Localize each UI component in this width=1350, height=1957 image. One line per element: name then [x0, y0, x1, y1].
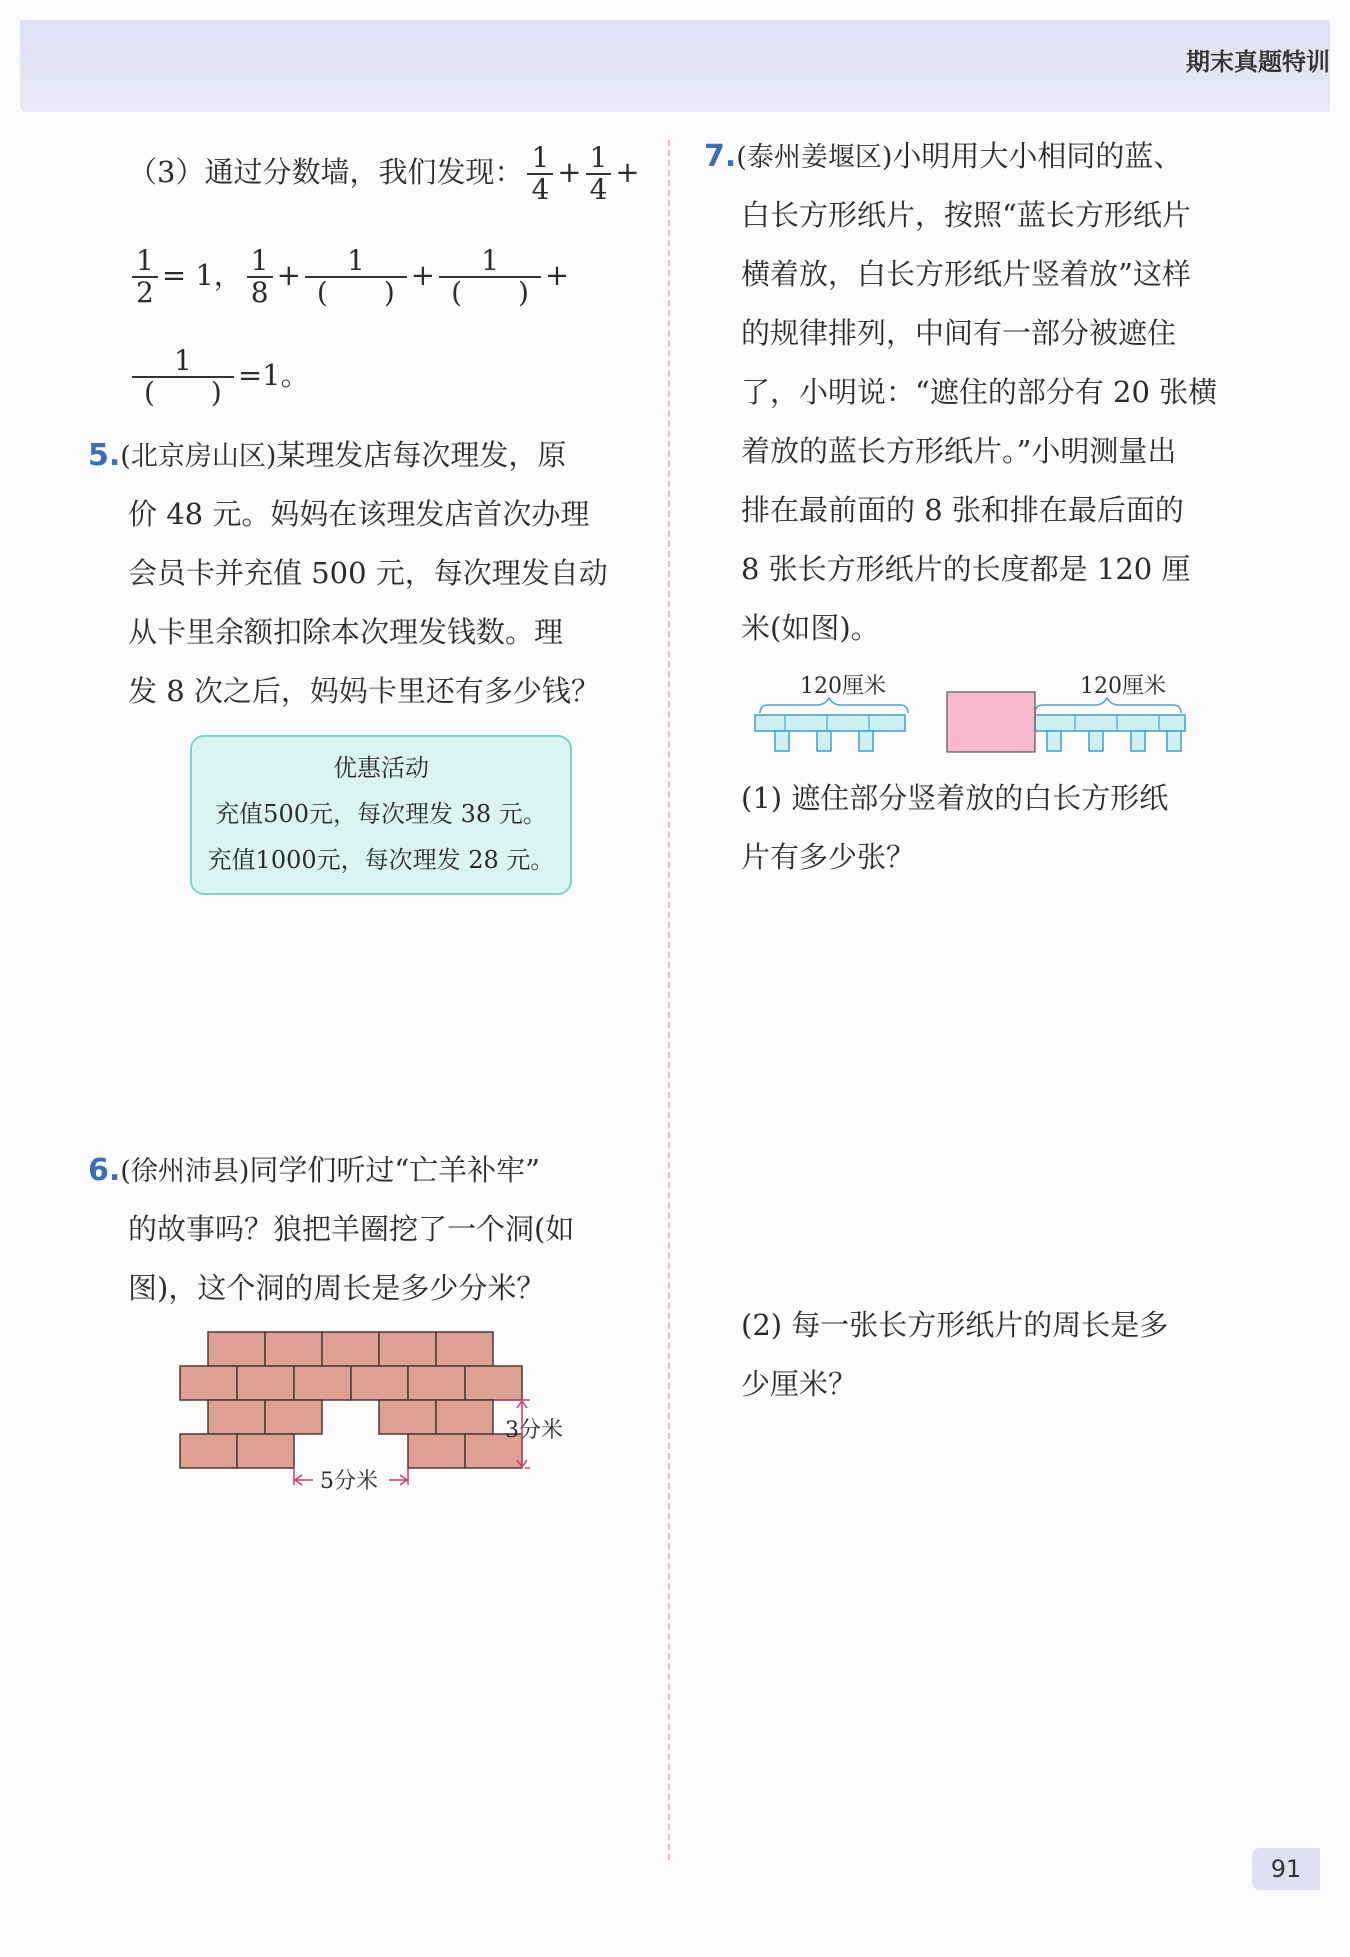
q7-sub1-line1: (1) 遮住部分竖着放的白长方形纸 — [741, 781, 1169, 815]
brick — [180, 1366, 237, 1400]
question-source: (北京房山区) — [120, 441, 277, 472]
q4-part3-line1: （3）通过分数墙，我们发现： $\frac{1}{4}$ + $\frac{1}{4}$ + — [128, 141, 640, 206]
brick — [208, 1400, 265, 1434]
question-number: 7. — [704, 139, 737, 174]
q7-sub2-line1: (2) 每一张长方形纸片的周长是多 — [741, 1308, 1169, 1342]
q4-part3-line3: $\frac{1}{( )}$ =1。 — [128, 345, 310, 408]
white-paper-piece — [1047, 731, 1061, 751]
q7-sub1-line2: 片有多少张？ — [741, 840, 916, 874]
brick — [379, 1332, 436, 1366]
column-divider — [668, 140, 670, 1860]
q6-line: 图)，这个洞的周长是多少分米？ — [128, 1271, 546, 1305]
fraction-one-half: $\frac{1}{2}$ — [132, 246, 158, 308]
q7-line: 了，小明说：“遮住的部分有 20 张横 — [741, 375, 1218, 409]
question-source: (徐州沛县) — [120, 1156, 250, 1187]
brick — [237, 1366, 294, 1400]
blank-fraction[interactable]: $\frac{1}{( )}$ — [439, 246, 541, 308]
blue-paper-strip — [1035, 715, 1185, 731]
q4-part3-intro: （3）通过分数墙，我们发现： — [128, 155, 524, 189]
q5-line: 发 8 次之后，妈妈卡里还有多少钱？ — [128, 674, 600, 708]
width-label: 5分米 — [320, 1469, 378, 1494]
q6-line: 的故事吗？狼把羊圈挖了一个洞(如 — [128, 1212, 575, 1246]
white-paper-piece — [775, 731, 789, 751]
brick — [436, 1332, 493, 1366]
brick — [294, 1366, 351, 1400]
right-length-label: 120厘米 — [1080, 674, 1166, 699]
white-paper-piece — [1131, 731, 1145, 751]
q7-line: 横着放，白长方形纸片竖着放”这样 — [741, 257, 1191, 291]
brick — [208, 1332, 265, 1366]
blue-paper-strip — [755, 715, 905, 731]
white-paper-piece — [859, 731, 873, 751]
height-label: 3分米 — [505, 1418, 563, 1443]
promo-title: 优惠活动 — [333, 754, 429, 782]
promo-box — [190, 735, 572, 895]
brick — [408, 1434, 465, 1468]
q7-line: 着放的蓝长方形纸片。”小明测量出 — [741, 434, 1177, 468]
brick — [408, 1366, 465, 1400]
brick — [436, 1400, 493, 1434]
page-number: 91 — [1252, 1848, 1320, 1890]
blank-fraction[interactable]: $\frac{1}{( )}$ — [305, 246, 407, 308]
white-paper-piece — [817, 731, 831, 751]
q5-line: 从卡里余额扣除本次理发钱数。理 — [128, 615, 564, 649]
left-length-label: 120厘米 — [800, 674, 886, 699]
brick-wall-figure — [170, 1325, 590, 1505]
header-title: 期末真题特训 — [1186, 48, 1330, 76]
blank-fraction[interactable]: $\frac{1}{( )}$ — [132, 346, 234, 408]
white-paper-piece — [1167, 731, 1181, 751]
brick — [351, 1366, 408, 1400]
q7-line: 8 张长方形纸片的长度都是 120 厘 — [741, 552, 1191, 586]
question-number: 5. — [88, 438, 121, 473]
question-source: (泰州姜堰区) — [736, 142, 893, 173]
q7-line: 米(如图)。 — [741, 611, 880, 645]
q7-line: 排在最前面的 8 张和排在最后面的 — [741, 493, 1184, 527]
paper-strip-figure — [745, 665, 1245, 765]
fraction-one-quarter: $\frac{1}{4}$ — [586, 143, 612, 205]
fraction-one-quarter: $\frac{1}{4}$ — [527, 143, 553, 205]
promo-line: 充值1000元，每次理发 28 元。 — [207, 846, 555, 874]
q7-line1: 7.(泰州姜堰区)小明用大小相同的蓝、 — [704, 139, 1183, 174]
q5-line: 价 48 元。妈妈在该理发店首次办理 — [128, 497, 590, 531]
q7-line: 的规律排列，中间有一部分被遮住 — [741, 316, 1177, 350]
q7-line: 白长方形纸片，按照“蓝长方形纸片 — [741, 198, 1191, 232]
q7-sub2-line2: 少厘米？ — [741, 1367, 858, 1401]
brick — [379, 1400, 436, 1434]
brick — [180, 1434, 237, 1468]
q4-part3-line2: $\frac{1}{2}$ = 1， $\frac{1}{8}$ + $\frac{1}{( )}$ + $\frac{1}{( )}$ + — [128, 245, 569, 308]
q5-line1: 5.(北京房山区)某理发店每次理发，原 — [88, 438, 567, 473]
white-paper-piece — [1089, 731, 1103, 751]
cover-block — [947, 692, 1035, 752]
promo-line: 充值500元，每次理发 38 元。 — [215, 800, 547, 828]
q5-line: 会员卡并充值 500 元，每次理发自动 — [128, 556, 608, 590]
question-number: 6. — [88, 1153, 121, 1188]
q6-line1: 6.(徐州沛县)同学们听过“亡羊补牢” — [88, 1153, 541, 1188]
brick — [265, 1332, 322, 1366]
brick — [465, 1366, 522, 1400]
brick — [322, 1332, 379, 1366]
fraction-one-eighth: $\frac{1}{8}$ — [247, 246, 273, 308]
page-header-band — [20, 20, 1330, 112]
brick — [265, 1400, 322, 1434]
brick — [237, 1434, 294, 1468]
